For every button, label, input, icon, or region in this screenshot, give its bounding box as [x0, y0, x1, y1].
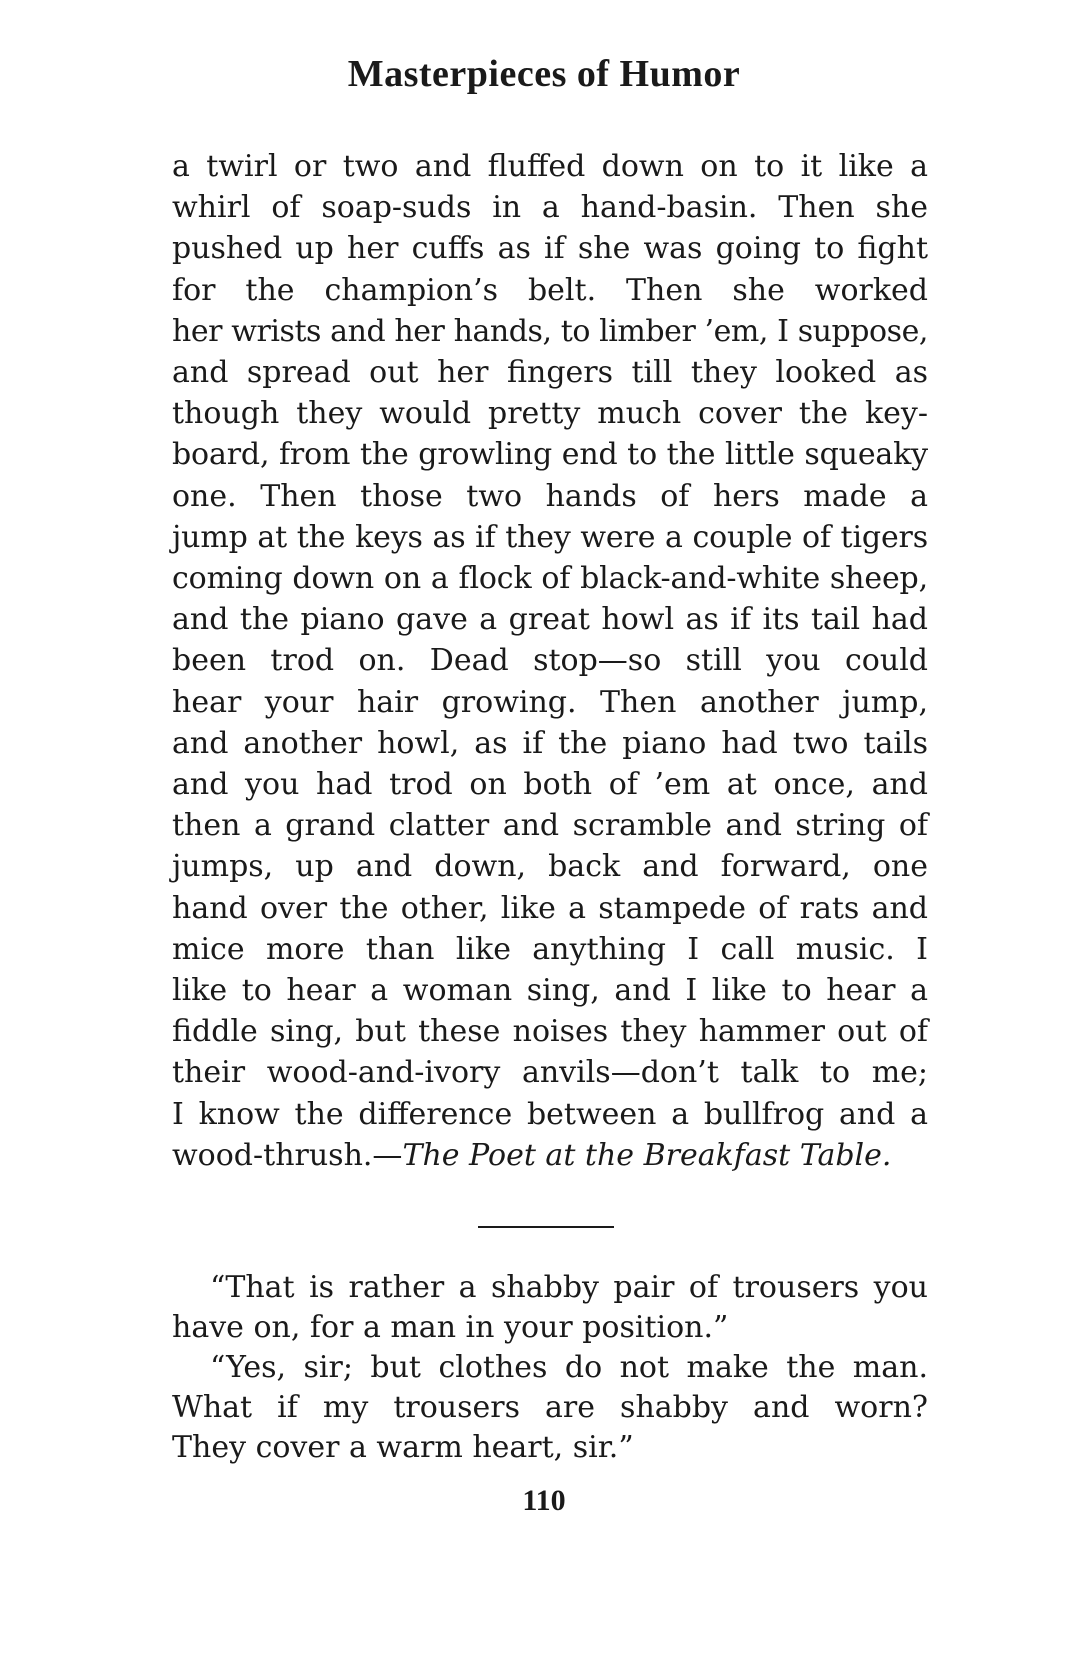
text-line: their wood-and-ivory anvils—don’t talk to me;	[172, 1055, 928, 1091]
text-line: for the champion’s belt. Then she worked	[172, 272, 928, 308]
text-line: like to hear a woman sing, and I like to hear a	[172, 973, 928, 1009]
text-line: and you had trod on both of ’em at once, and	[172, 767, 928, 803]
dialogue-line: have on, for a man in your position.”	[172, 1310, 729, 1345]
dialogue-line: They cover a warm heart, sir.”	[172, 1430, 634, 1465]
main-paragraph	[172, 146, 928, 1176]
text-line: pushed up her cuffs as if she was going to fight	[172, 231, 928, 267]
text-line: hear your hair growing. Then another jump,	[172, 684, 928, 720]
dialogue-line: What if my trousers are shabby and worn?	[172, 1390, 928, 1425]
running-head: Masterpieces of Humor	[347, 53, 741, 95]
text-line: a twirl or two and fluffed down on to it like a	[172, 149, 928, 184]
text-line: whirl of soap-suds in a hand-basin. Then she	[172, 190, 928, 226]
source-citation: The Poet at the Breakfast Table.	[402, 1137, 892, 1173]
text-line: and the piano gave a great howl as if its tail had	[172, 602, 928, 638]
text-line: been trod on. Dead stop—so still you could	[172, 643, 928, 679]
section-divider	[478, 1226, 614, 1228]
page-number: 110	[522, 1484, 566, 1517]
text-line: hand over the other, like a stampede of rats and	[172, 890, 928, 926]
text-line: her wrists and her hands, to limber ’em, I suppose,	[172, 313, 928, 349]
text-line: and another howl, as if the piano had two tails	[172, 725, 928, 761]
final-line-text: wood-thrush.—	[172, 1137, 403, 1173]
joke-dialogue	[172, 1268, 928, 1468]
text-line: jump at the keys as if they were a couple of tigers	[172, 519, 928, 555]
text-line: board, from the growling end to the little squeaky	[172, 437, 928, 473]
text-line-final	[172, 1135, 928, 1176]
text-line: and spread out her fingers till they looked as	[172, 355, 928, 391]
text-line: though they would pretty much cover the key-	[172, 396, 928, 432]
text-line: coming down on a flock of black-and-white sheep,	[172, 561, 928, 597]
text-line: jumps, up and down, back and forward, one	[172, 849, 928, 885]
text-line: then a grand clatter and scramble and string of	[172, 808, 928, 844]
text-line: fiddle sing, but these noises they hammer out of	[172, 1014, 928, 1050]
text-line: one. Then those two hands of hers made a	[172, 478, 928, 514]
dialogue-line: “That is rather a shabby pair of trousers you	[210, 1270, 928, 1305]
dialogue-line: “Yes, sir; but clothes do not make the man.	[210, 1350, 928, 1385]
text-line: I know the difference between a bullfrog and a	[172, 1096, 928, 1132]
text-line: mice more than like anything I call music. I	[172, 931, 928, 967]
